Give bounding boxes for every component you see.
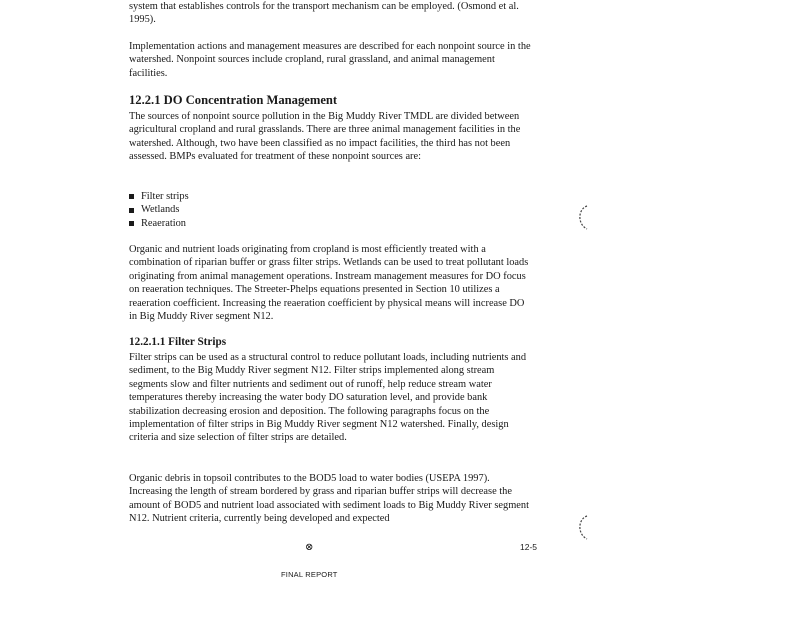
binder-hole-icon <box>575 514 591 542</box>
bullet-square-icon <box>129 221 134 226</box>
paragraph-filter-strips: Filter strips can be used as a structural control to reduce pollutant loads, including nutrients and sediment, to the Big Muddy River segment N12. Filter strips implemented along stream segments slow and filter nutrients and sediment out of runoff, help reduce stream water temperatures thereby increasing the water body DO saturation level, and provide bank stabilization decreasing erosion and deposition. The following paragraphs focus on the implementation of filter strips in Big Muddy River segment N12 watershed. Finally, design criteria and size selection of filter strips are detailed. <box>129 352 527 444</box>
page-number: 12-5 <box>520 542 538 552</box>
bullet-square-icon <box>129 208 134 213</box>
footer-label: FINAL REPORT <box>281 570 338 579</box>
paragraph-implementation: Implementation actions and management measures are described for each nonpoint source in the watershed. Nonpoint sources include cropland, rural grassland, and animal management facilities. <box>129 41 531 79</box>
bmp-list <box>129 190 189 230</box>
section-heading: 12.2.1 DO Concentration Management <box>129 93 338 107</box>
paragraph-intro-tail: system that establishes controls for the transport mechanism can be employed. (Osmond et al. 1995). <box>129 1 519 26</box>
paragraph-organic-loads: Organic and nutrient loads originating from cropland is most efficiently treated with a combination of riparian buffer or grass filter strips. Wetlands can be used to treat pollutant loads originating from animal management operations. Instream management measures for DO focus on reaeration techniques. The Streeter-Phelps equations presented in Section 10 utilizes a reaeration coefficient. Increasing the reaeration coefficient by physical means will increase DO in Big Muddy River segment N12. <box>129 244 529 323</box>
subsection-heading: 12.2.1.1 Filter Strips <box>129 336 227 348</box>
recycle-icon: ⊗ <box>305 542 314 553</box>
list-item: Reaeration <box>129 217 189 230</box>
list-item: Filter strips <box>129 190 189 203</box>
list-item: Wetlands <box>129 203 189 216</box>
paragraph-sources: The sources of nonpoint source pollution in the Big Muddy River TMDL are divided between agricultural cropland and rural grasslands. There are three animal management facilities in the watershed. Although, two have been classified as no impact facilities, the third has not been assessed. BMPs evaluated for treatment of these nonpoint sources are: <box>129 111 521 163</box>
paragraph-organic-debris: Organic debris in topsoil contributes to the BOD5 load to water bodies (USEPA 1997). Increasing the length of stream bordered by grass and riparian buffer strips will decrease the amount of BOD5 and nutrient load associated with sediment loads to Big Muddy River segment N12. Nutrient criteria, currently being developed and expected <box>129 473 529 525</box>
bullet-square-icon <box>129 194 134 199</box>
binder-hole-icon <box>575 204 591 232</box>
